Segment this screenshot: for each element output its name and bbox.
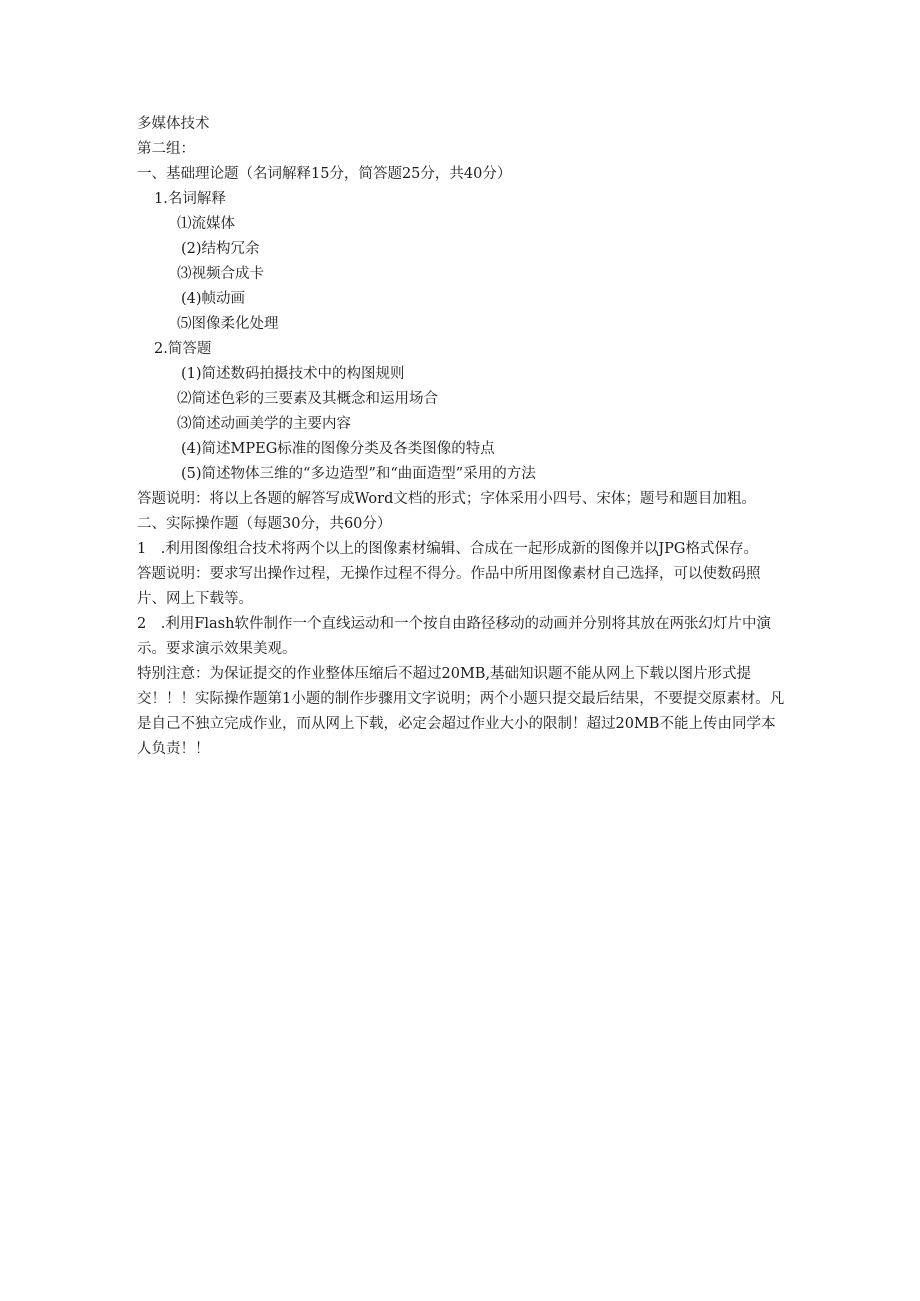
section2-q2: 2 .利用Flash软件制作一个直线运动和一个按自由路径移动的动画并分别将其放在两张幻灯片中演示。要求演示效果美观。: [137, 616, 771, 657]
document-body: [137, 112, 787, 762]
q2-label: 2.简答题: [154, 341, 212, 357]
special-note: 特别注意：为保证提交的作业整体压缩后不超过20MB,基础知识题不能从网上下载以图片形式提交！！！实际操作题第1小题的制作步骤用文字说明；两个小题只提交最后结果，不要提交原素材。凡是自己不独立完成作业，而从网上下载，必定会超过作业大小的限制！超过20MB不能上传由同学本人负责！！: [137, 666, 785, 757]
section1-note: 答题说明：将以上各题的解答写成Word文档的形式；字体采用小四号、宋体；题号和题目加粗。: [137, 491, 756, 507]
doc-title: 多媒体技术: [137, 116, 210, 132]
section1-heading: 一、基础理论题（名词解释15分，简答题25分，共40分）: [137, 166, 512, 182]
q2-item-1: (1)简述数码拍摄技术中的构图规则: [181, 366, 405, 382]
q1-item-1: ⑴流媒体: [177, 216, 235, 232]
q1-item-2: (2)结构冗余: [181, 241, 260, 257]
section2-q1: 1 .利用图像组合技术将两个以上的图像素材编辑、合成在一起形成新的图像并以JPG格式保存。: [137, 541, 758, 557]
q2-item-3: ⑶简述动画美学的主要内容: [177, 416, 351, 432]
q1-item-3: ⑶视频合成卡: [177, 266, 264, 282]
q2-item-2: ⑵简述色彩的三要素及其概念和运用场合: [177, 391, 438, 407]
section2-note: 答题说明：要求写出操作过程，无操作过程不得分。作品中所用图像素材自己选择，可以使数码照片、网上下载等。: [137, 566, 761, 607]
q1-label: 1.名词解释: [154, 191, 226, 207]
q2-item-5: (5)简述物体三维的“多边造型”和“曲面造型”采用的方法: [181, 466, 536, 482]
q2-item-4: (4)简述MPEG标准的图像分类及各类图像的特点: [181, 441, 495, 457]
group-label: 第二组：: [137, 141, 195, 157]
q1-item-5: ⑸图像柔化处理: [177, 316, 279, 332]
section2-heading: 二、实际操作题（每题30分，共60分）: [137, 516, 392, 532]
q1-item-4: (4)帧动画: [181, 291, 246, 307]
